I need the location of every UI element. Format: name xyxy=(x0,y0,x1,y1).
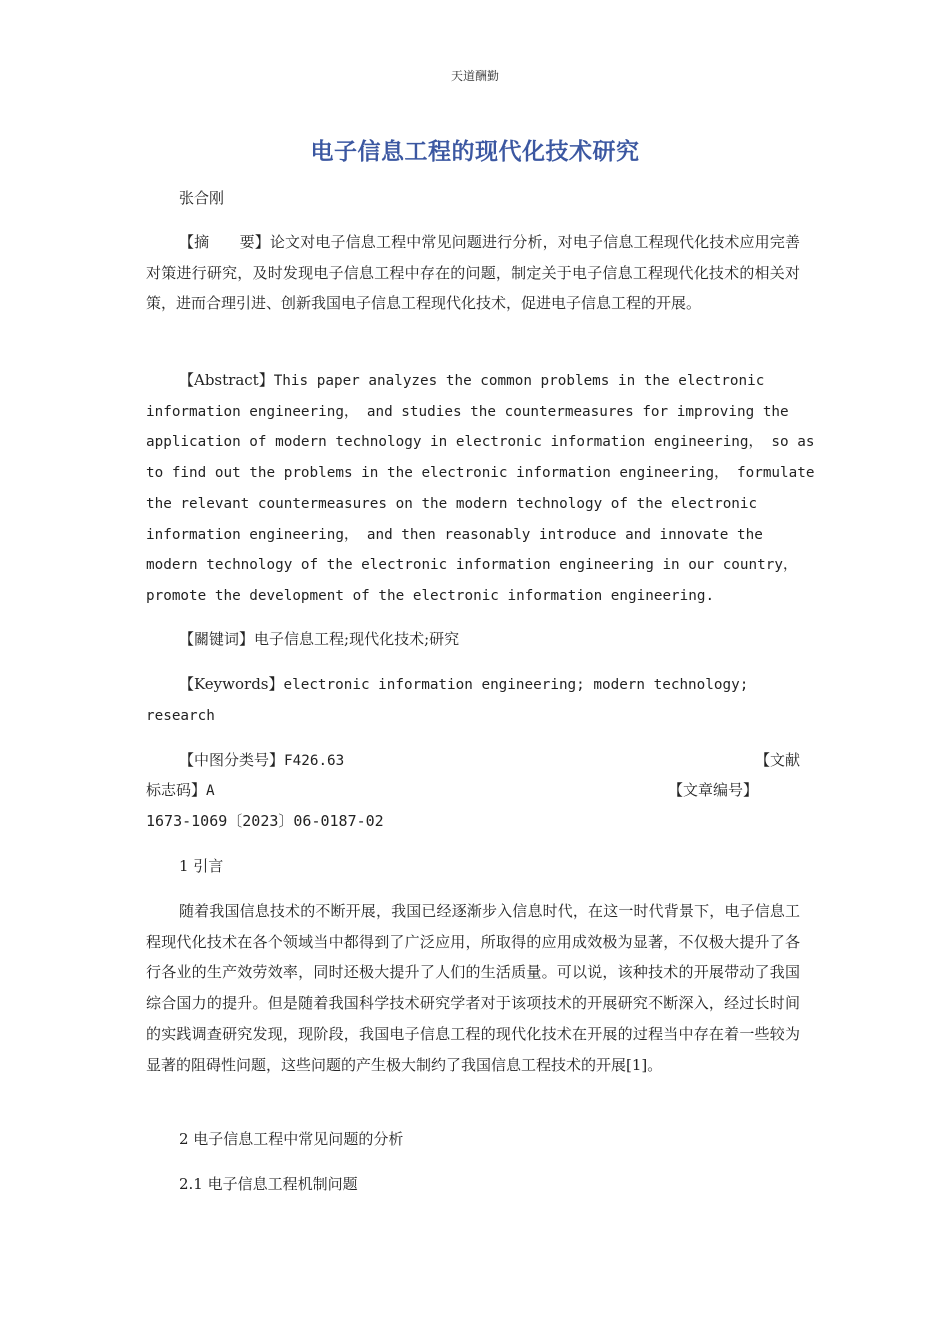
abstract-en-line: information engineering， and studies the countermeasures for improving the xyxy=(146,403,789,420)
keywords-cn-text: 电子信息工程;现代化技术;研究 xyxy=(254,630,460,648)
keywords-en xyxy=(146,669,800,731)
abstract-en-line: the relevant countermeasures on the modern technology of the electronic xyxy=(146,495,758,512)
clc-label: 【中图分类号】 xyxy=(179,751,285,769)
article-no-value: 1673-1069〔2023〕06-0187-02 xyxy=(146,812,384,830)
abstract-cn-text: 论文对电子信息工程中常见问题进行分析，对电子信息工程现代化技术应用完善对策进行研究，及时发现电子信息工程中存在的问题，制定关于电子信息工程现代化技术的相关对策，进而合理引进、创新我国电子信息工程现代化技术，促进电子信息工程的开展。 xyxy=(146,233,800,313)
abstract-en-line: information engineering， and then reasonably introduce and innovate the xyxy=(146,526,763,543)
doc-code-label-part1: 【文献 xyxy=(754,751,800,769)
abstract-cn-label: 【摘 要】 xyxy=(179,233,270,251)
keywords-cn-label: 【關键词】 xyxy=(179,630,255,648)
abstract-en-line: application of modern technology in electronic information engineering， so as xyxy=(146,434,815,451)
doc-code-value: A xyxy=(206,783,215,799)
doc-code-label-part2: 标志码】 xyxy=(146,781,207,799)
abstract-en-label: 【Abstract】 xyxy=(179,371,274,389)
classification-row-1 xyxy=(146,745,800,775)
section-2-1-heading: 2.1 电子信息工程机制问题 xyxy=(179,1175,358,1193)
section-2-heading: 2 电子信息工程中常见问题的分析 xyxy=(179,1130,404,1148)
keywords-en-line xyxy=(146,669,800,701)
abstract-en-line: modern technology of the electronic information engineering in our country， xyxy=(146,557,798,574)
abstract-en-line: promote the development of the electronic information engineering. xyxy=(146,587,715,604)
keywords-en-label: 【Keywords】 xyxy=(179,675,284,693)
abstract-cn xyxy=(146,227,800,319)
header-mark: 天道酬勤 xyxy=(450,69,499,83)
clc-value: F426.63 xyxy=(284,753,345,769)
article-no-label: 【文章编号】 xyxy=(668,781,759,799)
abstract-en xyxy=(146,365,815,612)
abstract-en-line: to find out the problems in the electronic information engineering， formulate xyxy=(146,465,815,482)
classification-row-2 xyxy=(146,775,800,805)
abstract-en-line xyxy=(146,365,800,397)
keywords-cn xyxy=(146,624,800,655)
author: 张合刚 xyxy=(179,189,225,207)
abstract-en-text: This paper analyzes the common problems in the electronic xyxy=(273,373,765,389)
section-1-heading: 1 引言 xyxy=(179,857,224,875)
keywords-en-text: electronic information engineering; modern technology; xyxy=(283,677,749,693)
section-1-paragraph: 随着我国信息技术的不断开展，我国已经逐渐步入信息时代，在这一时代背景下，电子信息工程现代化技术在各个领域当中都得到了广泛应用，所取得的应用成效极为显著，不仅极大提升了各行各业的生产效劳效率，同时还极大提升了人们的生活质量。可以说，该种技术的开展带动了我国综合国力的提升。但是随着我国科学技术研究学者对于该项技术的开展研究不断深入，经过长时间的实践调查研究发现，现阶段，我国电子信息工程的现代化技术在开展的过程当中存在着一些较为显著的阻碍性问题，这些问题的产生极大制约了我国信息工程技术的开展[1]。 xyxy=(146,902,800,1074)
page-title: 电子信息工程的现代化技术研究 xyxy=(310,139,640,165)
keywords-en-line: research xyxy=(146,707,215,724)
